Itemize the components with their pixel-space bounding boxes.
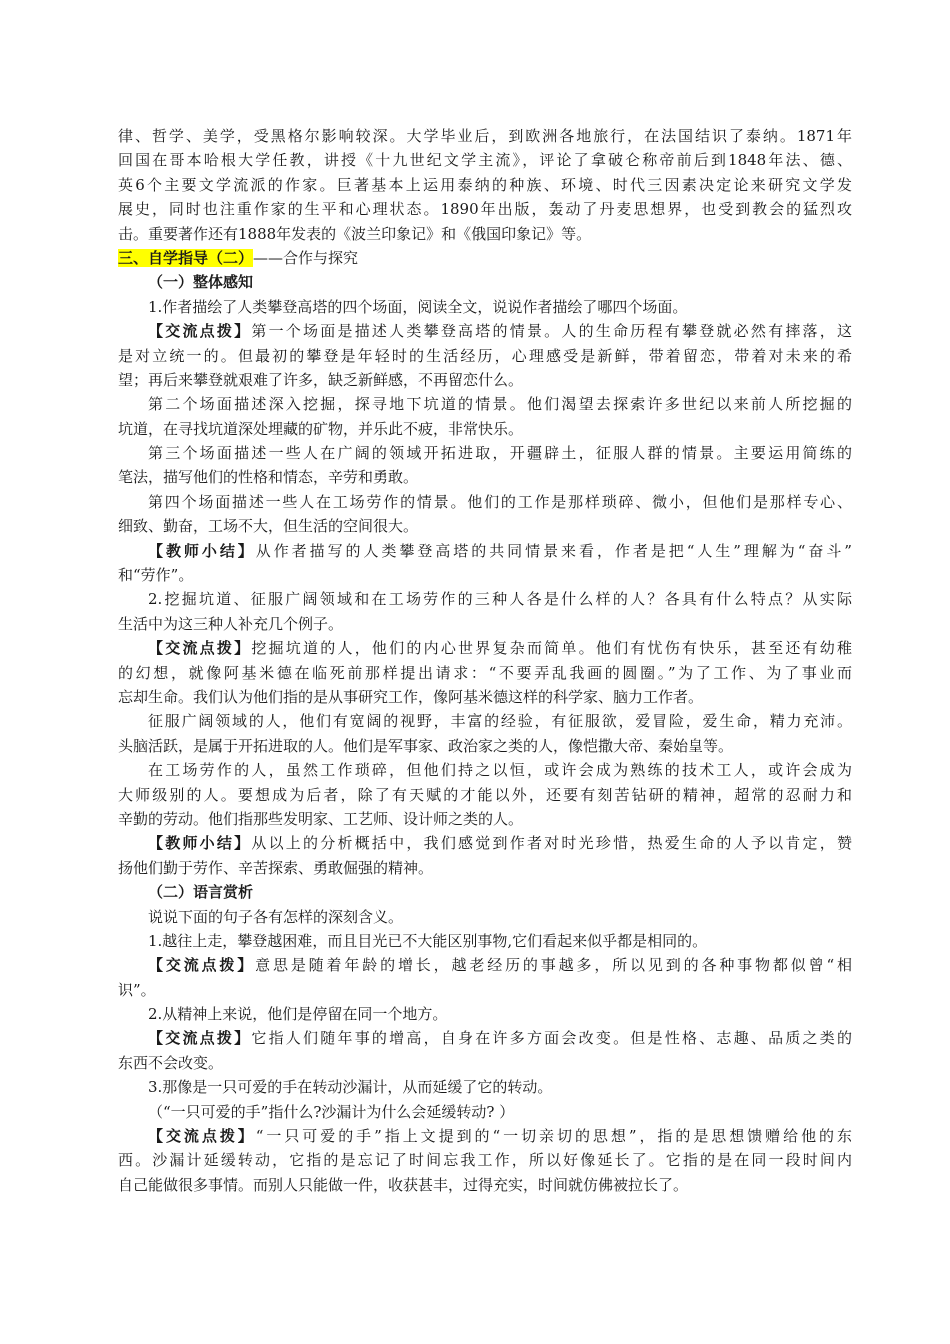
answer-tag: 【交流点拨】 xyxy=(148,639,252,658)
subsection-heading: （二）语言赏析 xyxy=(148,883,254,902)
paragraph-line: 细致、勤奋，工场不大，但生活的空间很大。 xyxy=(118,517,419,536)
section-title-highlight: 三、自学指导（二） xyxy=(118,248,254,267)
answer-line: 自己能做很多事情。而别人只能做一件，收获甚丰，过得充实，时间就仿佛被拉长了。 xyxy=(118,1175,689,1194)
paragraph-line: 第四个场面描述一些人在工场劳作的情景。他们的工作是那样琐碎、微小，但他们是那样专心、 xyxy=(148,492,852,511)
summary-line: 扬他们勤于劳作、辛苦探索、勇敢倔强的精神。 xyxy=(118,858,434,877)
question-note: （“一只可爱的手”指什么?沙漏计为什么会延缓转动? ） xyxy=(148,1102,515,1121)
paragraph-line: 头脑活跃，是属于开拓进取的人。他们是军事家、政治家之类的人，像恺撒大帝、秦始皇等。 xyxy=(118,736,734,755)
instruction: 说说下面的句子各有怎样的深刻含义。 xyxy=(148,907,404,926)
answer-line: 忘却生命。我们认为他们指的是从事研究工作，像阿基米德这样的科学家、脑力工作者。 xyxy=(118,687,704,706)
question: 2.挖掘坑道、征服广阔领域和在工场劳作的三种人各是什么样的人？各具有什么特点？从实际 xyxy=(148,590,852,609)
question: 1.越往上走，攀登越困难，而且目光已不大能区别事物,它们看起来似乎都是相同的。 xyxy=(148,931,708,950)
answer-line: 【交流点拨】挖掘坑道的人，他们的内心世界复杂而简单。他们有忧伤有快乐，甚至还有幼稚 xyxy=(148,639,852,658)
bio-line: 展史，同时也注重作家的生平和心理状态。1890年出版，轰动了丹麦思想界，也受到教会的猛烈攻 xyxy=(118,200,852,219)
answer-tag: 【交流点拨】 xyxy=(148,1127,256,1146)
answer-line: 西。沙漏计延缓转动，它指的是忘记了时间忘我工作，所以好像延长了。它指的是在同一段时间内 xyxy=(118,1151,852,1170)
answer-line: 望；再后来攀登就艰难了许多，缺乏新鲜感，不再留恋什么。 xyxy=(118,370,524,389)
section-heading xyxy=(118,246,852,270)
question: 生活中为这三种人补充几个例子。 xyxy=(118,614,344,633)
question: 3.那像是一只可爱的手在转动沙漏计，从而延缓了它的转动。 xyxy=(148,1078,553,1097)
section-title-rest: ——合作与探究 xyxy=(253,248,359,267)
answer-line: 识”。 xyxy=(118,980,156,999)
question: 1.作者描绘了人类攀登高塔的四个场面，阅读全文，说说作者描绘了哪四个场面。 xyxy=(148,297,688,316)
summary-line: 和“劳作”。 xyxy=(118,566,194,585)
bio-line: 回国在哥本哈根大学任教，讲授《十九世纪文学主流》，评论了拿破仑称帝前后到1848年法、德、 xyxy=(118,151,852,170)
bio-line: 律、哲学、美学，受黑格尔影响较深。大学毕业后，到欧洲各地旅行，在法国结识了泰纳。1871年 xyxy=(118,127,852,145)
question: 2.从精神上来说，他们是停留在同一个地方。 xyxy=(148,1005,448,1024)
paragraph-line: 坑道，在寻找坑道深处埋藏的矿物，并乐此不疲，非常快乐。 xyxy=(118,419,524,438)
answer-line: 是对立统一的。但最初的攀登是年轻时的生活经历，心理感受是新鲜，带着留恋，带着对未来的希 xyxy=(118,346,852,365)
summary-tag: 【教师小结】 xyxy=(148,834,252,853)
summary-line: 【教师小结】从以上的分析概括中，我们感觉到作者对时光珍惜，热爱生命的人予以肯定，赞 xyxy=(148,834,852,853)
bio-line: 英6个主要文学流派的作家。巨著基本上运用泰纳的种族、环境、时代三因素决定论来研究文学发 xyxy=(118,175,852,194)
answer-line: 【交流点拨】第一个场面是描述人类攀登高塔的情景。人的生命历程有攀登就必然有摔落，这 xyxy=(148,322,852,341)
answer-line: 东西不会改变。 xyxy=(118,1053,224,1072)
answer-line: 【交流点拨】它指人们随年事的增高，自身在许多方面会改变。但是性格、志趣、品质之类的 xyxy=(148,1029,852,1048)
paragraph-line: 笔法，描写他们的性格和情态，辛劳和勇敢。 xyxy=(118,468,419,487)
paragraph-line: 大师级别的人。要想成为后者，除了有天赋的才能以外，还要有刻苦钻研的精神，超常的忍耐力和 xyxy=(118,785,852,804)
subsection-heading: （一）整体感知 xyxy=(148,273,254,292)
paragraph-line: 在工场劳作的人，虽然工作琐碎，但他们持之以恒，或许会成为熟练的技术工人，或许会成为 xyxy=(148,761,852,780)
bio-line: 击。重要著作还有1888年发表的《波兰印象记》和《俄国印象记》等。 xyxy=(118,224,592,243)
paragraph-line: 第二个场面描述深入挖掘，探寻地下坑道的情景。他们渴望去探索许多世纪以来前人所挖掘的 xyxy=(148,395,852,414)
paragraph-line: 征服广阔领域的人，他们有宽阔的视野，丰富的经验，有征服欲，爱冒险，爱生命，精力充沛。 xyxy=(148,712,852,731)
answer-line: 的幻想，就像阿基米德在临死前那样提出请求：“不要弄乱我画的圆圈。”为了工作、为了事业而 xyxy=(118,663,852,682)
answer-line: 【交流点拨】“一只可爱的手”指上文提到的“一切亲切的思想”，指的是思想馈赠给他的东 xyxy=(148,1127,852,1146)
document-body xyxy=(118,124,852,1197)
summary-line: 【教师小结】从作者描写的人类攀登高塔的共同情景来看，作者是把“人生”理解为“奋斗” xyxy=(148,541,852,560)
summary-tag: 【教师小结】 xyxy=(148,541,256,560)
answer-tag: 【交流点拨】 xyxy=(148,1029,252,1048)
answer-tag: 【交流点拨】 xyxy=(148,322,252,341)
answer-tag: 【交流点拨】 xyxy=(148,956,256,975)
paragraph-line: 辛勤的劳动。他们指那些发明家、工艺师、设计师之类的人。 xyxy=(118,809,524,828)
paragraph-line: 第三个场面描述一些人在广阔的领域开拓进取，开疆辟土，征服人群的情景。主要运用简练的 xyxy=(148,444,852,463)
answer-line: 【交流点拨】意思是随着年龄的增长，越老经历的事越多，所以见到的各种事物都似曾“相 xyxy=(148,956,852,975)
